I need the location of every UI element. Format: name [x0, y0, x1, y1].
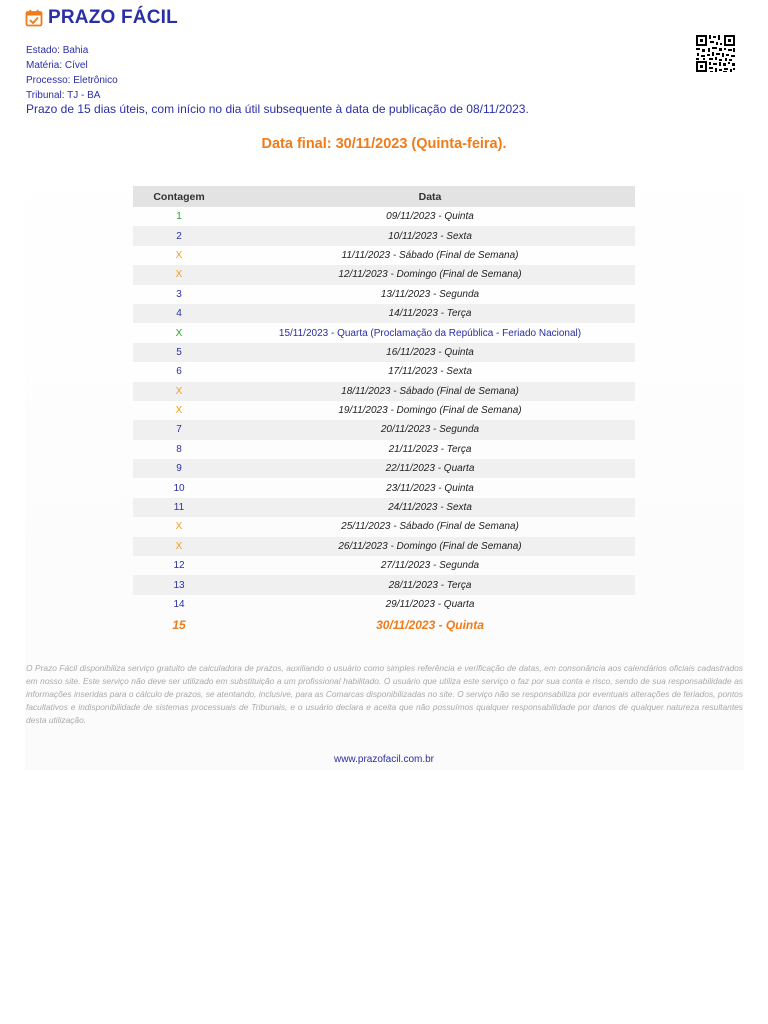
row-count: 11: [133, 498, 225, 517]
process-meta: [26, 43, 118, 103]
qr-code-icon: [695, 34, 736, 73]
meta-processo: Processo: Eletrônico: [26, 75, 118, 86]
table-row: [133, 459, 635, 478]
table-row: [133, 420, 635, 439]
table-row: [133, 614, 635, 636]
site-link[interactable]: www.prazofacil.com.br: [333, 754, 435, 765]
table-row: [133, 517, 635, 536]
table-row: [133, 382, 635, 401]
meta-estado: Estado: Bahia: [26, 45, 89, 56]
table-row: [133, 343, 635, 362]
row-count: 4: [133, 304, 225, 323]
row-count: X: [175, 327, 183, 339]
disclaimer-text: O Prazo Fácil disponibiliza serviço gratuito de calculadora de prazos, auxiliando o usuário como simples referência e verificação de datas, em consonância aos calendários oficiais cadastrados em nosso site. Este serviço não deve ser utilizado em substituição a um profissional habilitado. O usuário que utiliza este serviço o faz por sua conta e risco, sendo de sua responsabilidade as informações inseridas para o cálculo de prazos, se atentando, inclusive, para as Comarcas disponibilizadas no site. O serviço não se responsabiliza por eventuais alterações de feriados, pontos facultativos e indisponibilidade de sistemas processuais de Tribunais, e o usuário declara e aceita que não possuímos qualquer responsabilidade por danos de qualquer natureza resultantes desta utilização.: [26, 663, 743, 725]
row-date: 16/11/2023 - Quinta: [225, 343, 635, 362]
row-date: 15/11/2023 - Quarta (Proclamação da República - Feriado Nacional): [278, 327, 582, 339]
row-count: 6: [176, 366, 182, 378]
table-row: [133, 537, 635, 556]
row-date: 25/11/2023 - Sábado (Final de Semana): [341, 521, 519, 533]
table-row: [133, 285, 635, 304]
column-header-data: Data: [225, 186, 635, 207]
row-count: 15: [172, 618, 186, 633]
table-row: [133, 362, 635, 381]
table-row: [133, 246, 635, 265]
row-date: 20/11/2023 - Segunda: [225, 420, 635, 439]
table-row: [133, 304, 635, 323]
row-date: 24/11/2023 - Sexta: [225, 498, 635, 517]
deadline-table: [133, 186, 635, 636]
row-date: 27/11/2023 - Segunda: [380, 560, 480, 572]
table-row: [133, 323, 635, 342]
row-count: 14: [173, 599, 185, 610]
table-row: [133, 478, 635, 497]
row-date: 26/11/2023 - Domingo (Final de Semana): [225, 537, 635, 556]
table-row: [133, 575, 635, 594]
row-date: 13/11/2023 - Segunda: [380, 288, 480, 300]
row-count: 13: [133, 575, 225, 594]
row-count: 7: [133, 420, 225, 439]
prazo-description: Prazo de 15 dias úteis, com início no dia útil subsequente à data de publicação de 08/11/2023.: [26, 102, 529, 116]
row-date: 14/11/2023 - Terça: [225, 304, 635, 323]
row-date: 18/11/2023 - Sábado (Final de Semana): [225, 382, 635, 401]
row-date: 10/11/2023 - Sexta: [225, 226, 635, 245]
row-date: 30/11/2023 - Quinta: [376, 618, 484, 633]
table-row: [133, 595, 635, 614]
row-count: 8: [176, 443, 182, 455]
meta-materia: Matéria: Cível: [26, 60, 88, 71]
meta-tribunal: Tribunal: TJ - BA: [26, 90, 101, 101]
row-count: 12: [173, 560, 185, 572]
row-count: X: [175, 405, 183, 417]
row-date: 12/11/2023 - Domingo (Final de Semana): [225, 265, 635, 284]
row-date: 11/11/2023 - Sábado (Final de Semana): [341, 249, 519, 261]
row-date: 21/11/2023 - Terça: [388, 443, 472, 455]
table-row: [133, 265, 635, 284]
table-row: [133, 401, 635, 420]
final-date: Data final: 30/11/2023 (Quinta-feira).: [261, 136, 507, 152]
row-count: X: [133, 537, 225, 556]
brand-title: PRAZO FÁCIL: [48, 7, 178, 28]
row-count: 9: [133, 459, 225, 478]
row-count: X: [175, 521, 183, 533]
table-row: [133, 226, 635, 245]
row-count: 10: [173, 482, 185, 494]
row-count: 3: [176, 288, 182, 300]
header: [25, 7, 178, 29]
row-date: 28/11/2023 - Terça: [225, 575, 635, 594]
table-header-row: [133, 186, 635, 207]
table-row: [133, 556, 635, 575]
row-date: 23/11/2023 - Quinta: [386, 482, 474, 494]
row-date: 22/11/2023 - Quarta: [225, 459, 635, 478]
row-count: X: [133, 265, 225, 284]
row-date: 17/11/2023 - Sexta: [388, 366, 472, 378]
column-header-contagem: Contagem: [133, 186, 225, 207]
table-row: [133, 207, 635, 226]
row-date: 19/11/2023 - Domingo (Final de Semana): [338, 405, 522, 417]
table-row: [133, 498, 635, 517]
row-count: 1: [176, 211, 182, 223]
row-count: X: [133, 382, 225, 401]
row-count: 2: [133, 226, 225, 245]
table-row: [133, 440, 635, 459]
row-count: 5: [133, 343, 225, 362]
row-date: 29/11/2023 - Quarta: [385, 599, 475, 610]
row-count: X: [175, 249, 183, 261]
calendar-check-icon: [25, 9, 43, 27]
row-date: 09/11/2023 - Quinta: [386, 211, 474, 223]
